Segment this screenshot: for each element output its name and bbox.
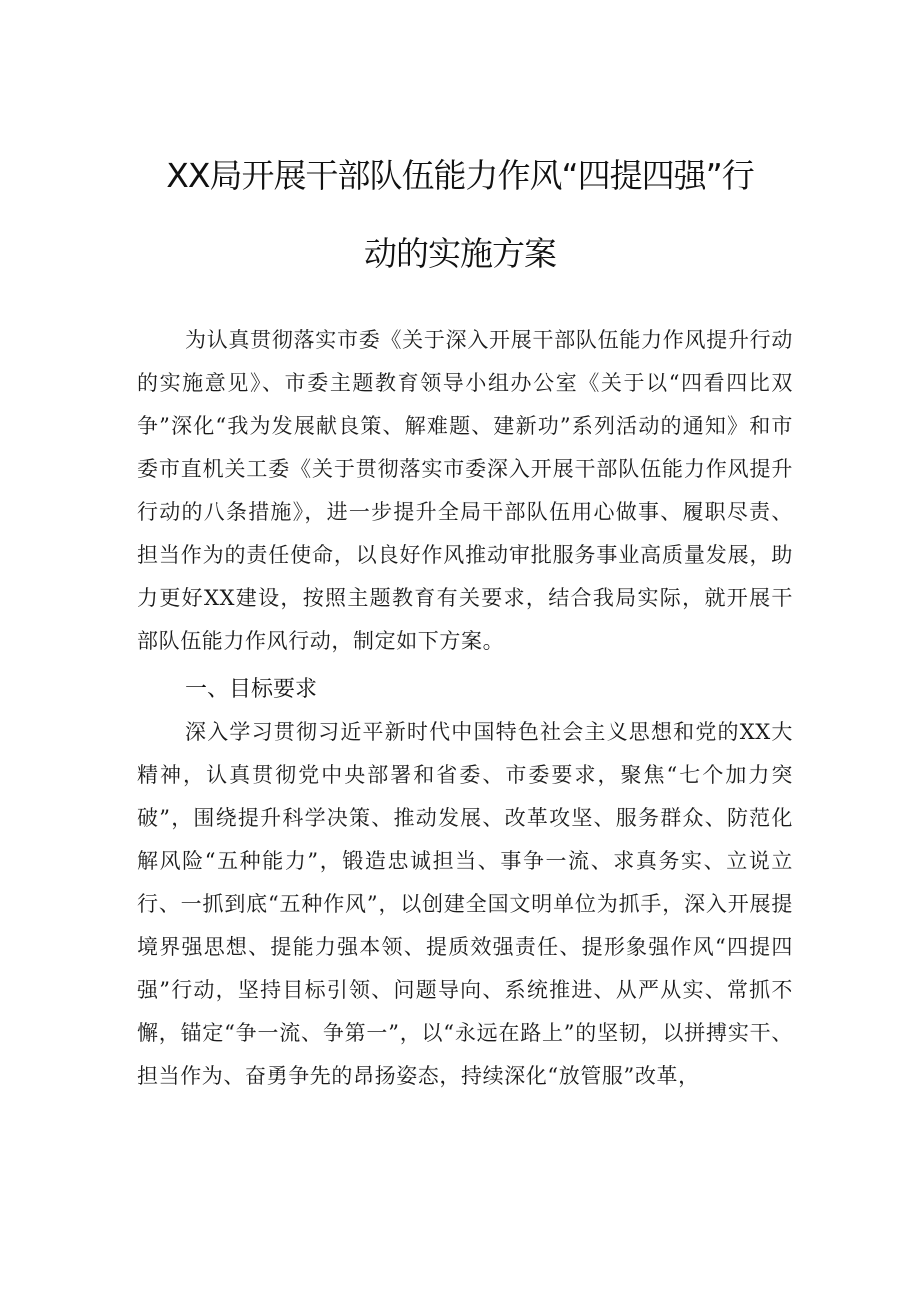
- section-paragraph-goals: 深入学习贯彻习近平新时代中国特色社会主义思想和党的XX大精神，认真贯彻党中央部署和省委、市委要求，聚焦“七个加力突破”，围绕提升科学决策、推动发展、改革攻坚、服务群众、防范化解风险“五种能力”，锻造忠诚担当、事争一流、求真务实、立说立行、一抓到底“五种作风”，以创建全国文明单位为抓手，深入开展提境界强思想、提能力强本领、提质效强责任、提形象强作风“四提四强”行动，坚持目标引领、问题导向、系统推进、从严从实、常抓不懈，锚定“争一流、争第一”，以“永远在路上”的坚韧，以拼搏实干、担当作为、奋勇争先的昂扬姿态，持续深化“放管服”改革，: [137, 720, 793, 1088]
- document-title-line-2: 动的实施方案: [364, 234, 556, 273]
- intro-paragraph-block: [137, 319, 793, 663]
- section-paragraph-block: [137, 711, 793, 1098]
- document-title-line-1: XX局开展干部队伍能力作风“四提四强”行: [166, 156, 754, 195]
- section-heading-goals: 一、目标要求: [185, 677, 318, 702]
- intro-paragraph: 为认真贯彻落实市委《关于深入开展干部队伍能力作风提升行动的实施意见》、市委主题教育领导小组办公室《关于以“四看四比双争”深化“我为发展献良策、解难题、建新功”系列活动的通知》和市委市直机关工委《关于贯彻落实市委深入开展干部队伍能力作风提升行动的八条措施》，进一步提升全局干部队伍用心做事、履职尽责、担当作为的责任使命，以良好作风推动审批服务事业高质量发展，助力更好XX建设，按照主题教育有关要求，结合我局实际，就开展干部队伍能力作风行动，制定如下方案。: [137, 328, 793, 653]
